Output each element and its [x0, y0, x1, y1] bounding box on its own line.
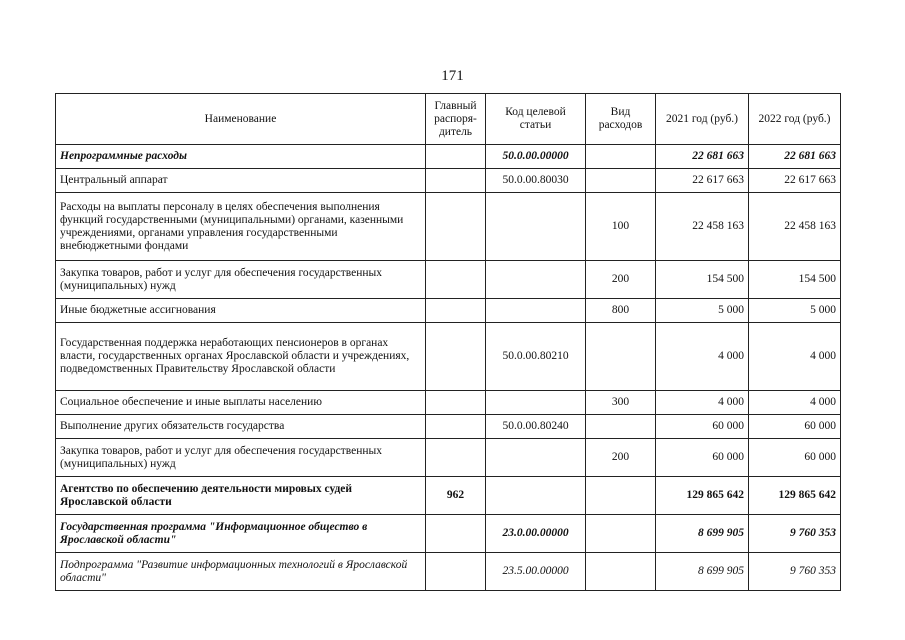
cell-code — [486, 193, 586, 261]
cell-name: Агентство по обеспечению деятельности мировых судей Ярославской области — [56, 477, 426, 515]
cell-admin — [426, 261, 486, 299]
cell-2022: 129 865 642 — [749, 477, 841, 515]
cell-name: Социальное обеспечение и иные выплаты населению — [56, 391, 426, 415]
cell-2022: 22 458 163 — [749, 193, 841, 261]
table-row — [56, 391, 841, 415]
table-row — [56, 145, 841, 169]
cell-code — [486, 299, 586, 323]
cell-code: 23.5.00.00000 — [486, 553, 586, 591]
cell-code — [486, 391, 586, 415]
cell-2022: 154 500 — [749, 261, 841, 299]
table-row — [56, 169, 841, 193]
cell-code — [486, 261, 586, 299]
cell-code: 50.0.00.00000 — [486, 145, 586, 169]
cell-admin — [426, 323, 486, 391]
budget-table — [55, 93, 841, 591]
cell-type: 100 — [586, 193, 656, 261]
cell-2021: 8 699 905 — [656, 515, 749, 553]
header-name: Наименование — [56, 94, 426, 145]
cell-name: Иные бюджетные ассигнования — [56, 299, 426, 323]
cell-name: Государственная поддержка неработающих пенсионеров в органах власти, государственных органах Ярославской области и учреждениях, подведомственных Правительству Ярославской области — [56, 323, 426, 391]
header-code: Код целевой статьи — [486, 94, 586, 145]
table-row — [56, 323, 841, 391]
cell-2021: 154 500 — [656, 261, 749, 299]
cell-admin — [426, 553, 486, 591]
table-row — [56, 477, 841, 515]
cell-type: 200 — [586, 439, 656, 477]
cell-type — [586, 515, 656, 553]
cell-type — [586, 169, 656, 193]
cell-type — [586, 477, 656, 515]
cell-name: Непрограммные расходы — [56, 145, 426, 169]
cell-name: Закупка товаров, работ и услуг для обеспечения государственных (муниципальных) нужд — [56, 439, 426, 477]
cell-code — [486, 439, 586, 477]
cell-name: Центральный аппарат — [56, 169, 426, 193]
cell-2021: 4 000 — [656, 323, 749, 391]
cell-admin — [426, 515, 486, 553]
cell-type: 300 — [586, 391, 656, 415]
header-2022: 2022 год (руб.) — [749, 94, 841, 145]
cell-2022: 22 617 663 — [749, 169, 841, 193]
cell-2021: 22 458 163 — [656, 193, 749, 261]
cell-type — [586, 145, 656, 169]
cell-2022: 5 000 — [749, 299, 841, 323]
cell-admin — [426, 145, 486, 169]
cell-code — [486, 477, 586, 515]
cell-name: Закупка товаров, работ и услуг для обеспечения государственных (муниципальных) нужд — [56, 261, 426, 299]
cell-admin — [426, 169, 486, 193]
table-row — [56, 193, 841, 261]
cell-admin — [426, 193, 486, 261]
cell-type — [586, 415, 656, 439]
cell-type: 200 — [586, 261, 656, 299]
page-number: 171 — [441, 68, 464, 84]
header-admin: Главный распоря-дитель — [426, 94, 486, 145]
cell-admin — [426, 391, 486, 415]
cell-type: 800 — [586, 299, 656, 323]
cell-2022: 9 760 353 — [749, 553, 841, 591]
cell-2021: 5 000 — [656, 299, 749, 323]
cell-type — [586, 323, 656, 391]
cell-2021: 60 000 — [656, 439, 749, 477]
cell-2022: 4 000 — [749, 391, 841, 415]
table-row — [56, 261, 841, 299]
cell-admin — [426, 439, 486, 477]
table-row — [56, 553, 841, 591]
cell-name: Подпрограмма "Развитие информационных технологий в Ярославской области" — [56, 553, 426, 591]
cell-2021: 4 000 — [656, 391, 749, 415]
cell-admin — [426, 299, 486, 323]
table-header-row — [56, 94, 841, 145]
header-type: Вид расходов — [586, 94, 656, 145]
cell-code: 23.0.00.00000 — [486, 515, 586, 553]
cell-2022: 60 000 — [749, 415, 841, 439]
cell-code: 50.0.00.80030 — [486, 169, 586, 193]
cell-name: Расходы на выплаты персоналу в целях обеспечения выполнения функций государственными (муниципальными) органами, казенными учреждениями, органами управления государственными внебюджетными фондами — [56, 193, 426, 261]
cell-name: Выполнение других обязательств государства — [56, 415, 426, 439]
cell-2022: 22 681 663 — [749, 145, 841, 169]
table-row — [56, 439, 841, 477]
cell-2022: 4 000 — [749, 323, 841, 391]
cell-code: 50.0.00.80240 — [486, 415, 586, 439]
cell-name: Государственная программа "Информационное общество в Ярославской области" — [56, 515, 426, 553]
cell-2022: 9 760 353 — [749, 515, 841, 553]
cell-2022: 60 000 — [749, 439, 841, 477]
header-2021: 2021 год (руб.) — [656, 94, 749, 145]
table-row — [56, 515, 841, 553]
cell-type — [586, 553, 656, 591]
table-row — [56, 415, 841, 439]
cell-2021: 22 681 663 — [656, 145, 749, 169]
cell-2021: 60 000 — [656, 415, 749, 439]
cell-2021: 129 865 642 — [656, 477, 749, 515]
cell-admin — [426, 415, 486, 439]
cell-2021: 8 699 905 — [656, 553, 749, 591]
cell-2021: 22 617 663 — [656, 169, 749, 193]
table-row — [56, 299, 841, 323]
cell-admin: 962 — [426, 477, 486, 515]
cell-code: 50.0.00.80210 — [486, 323, 586, 391]
